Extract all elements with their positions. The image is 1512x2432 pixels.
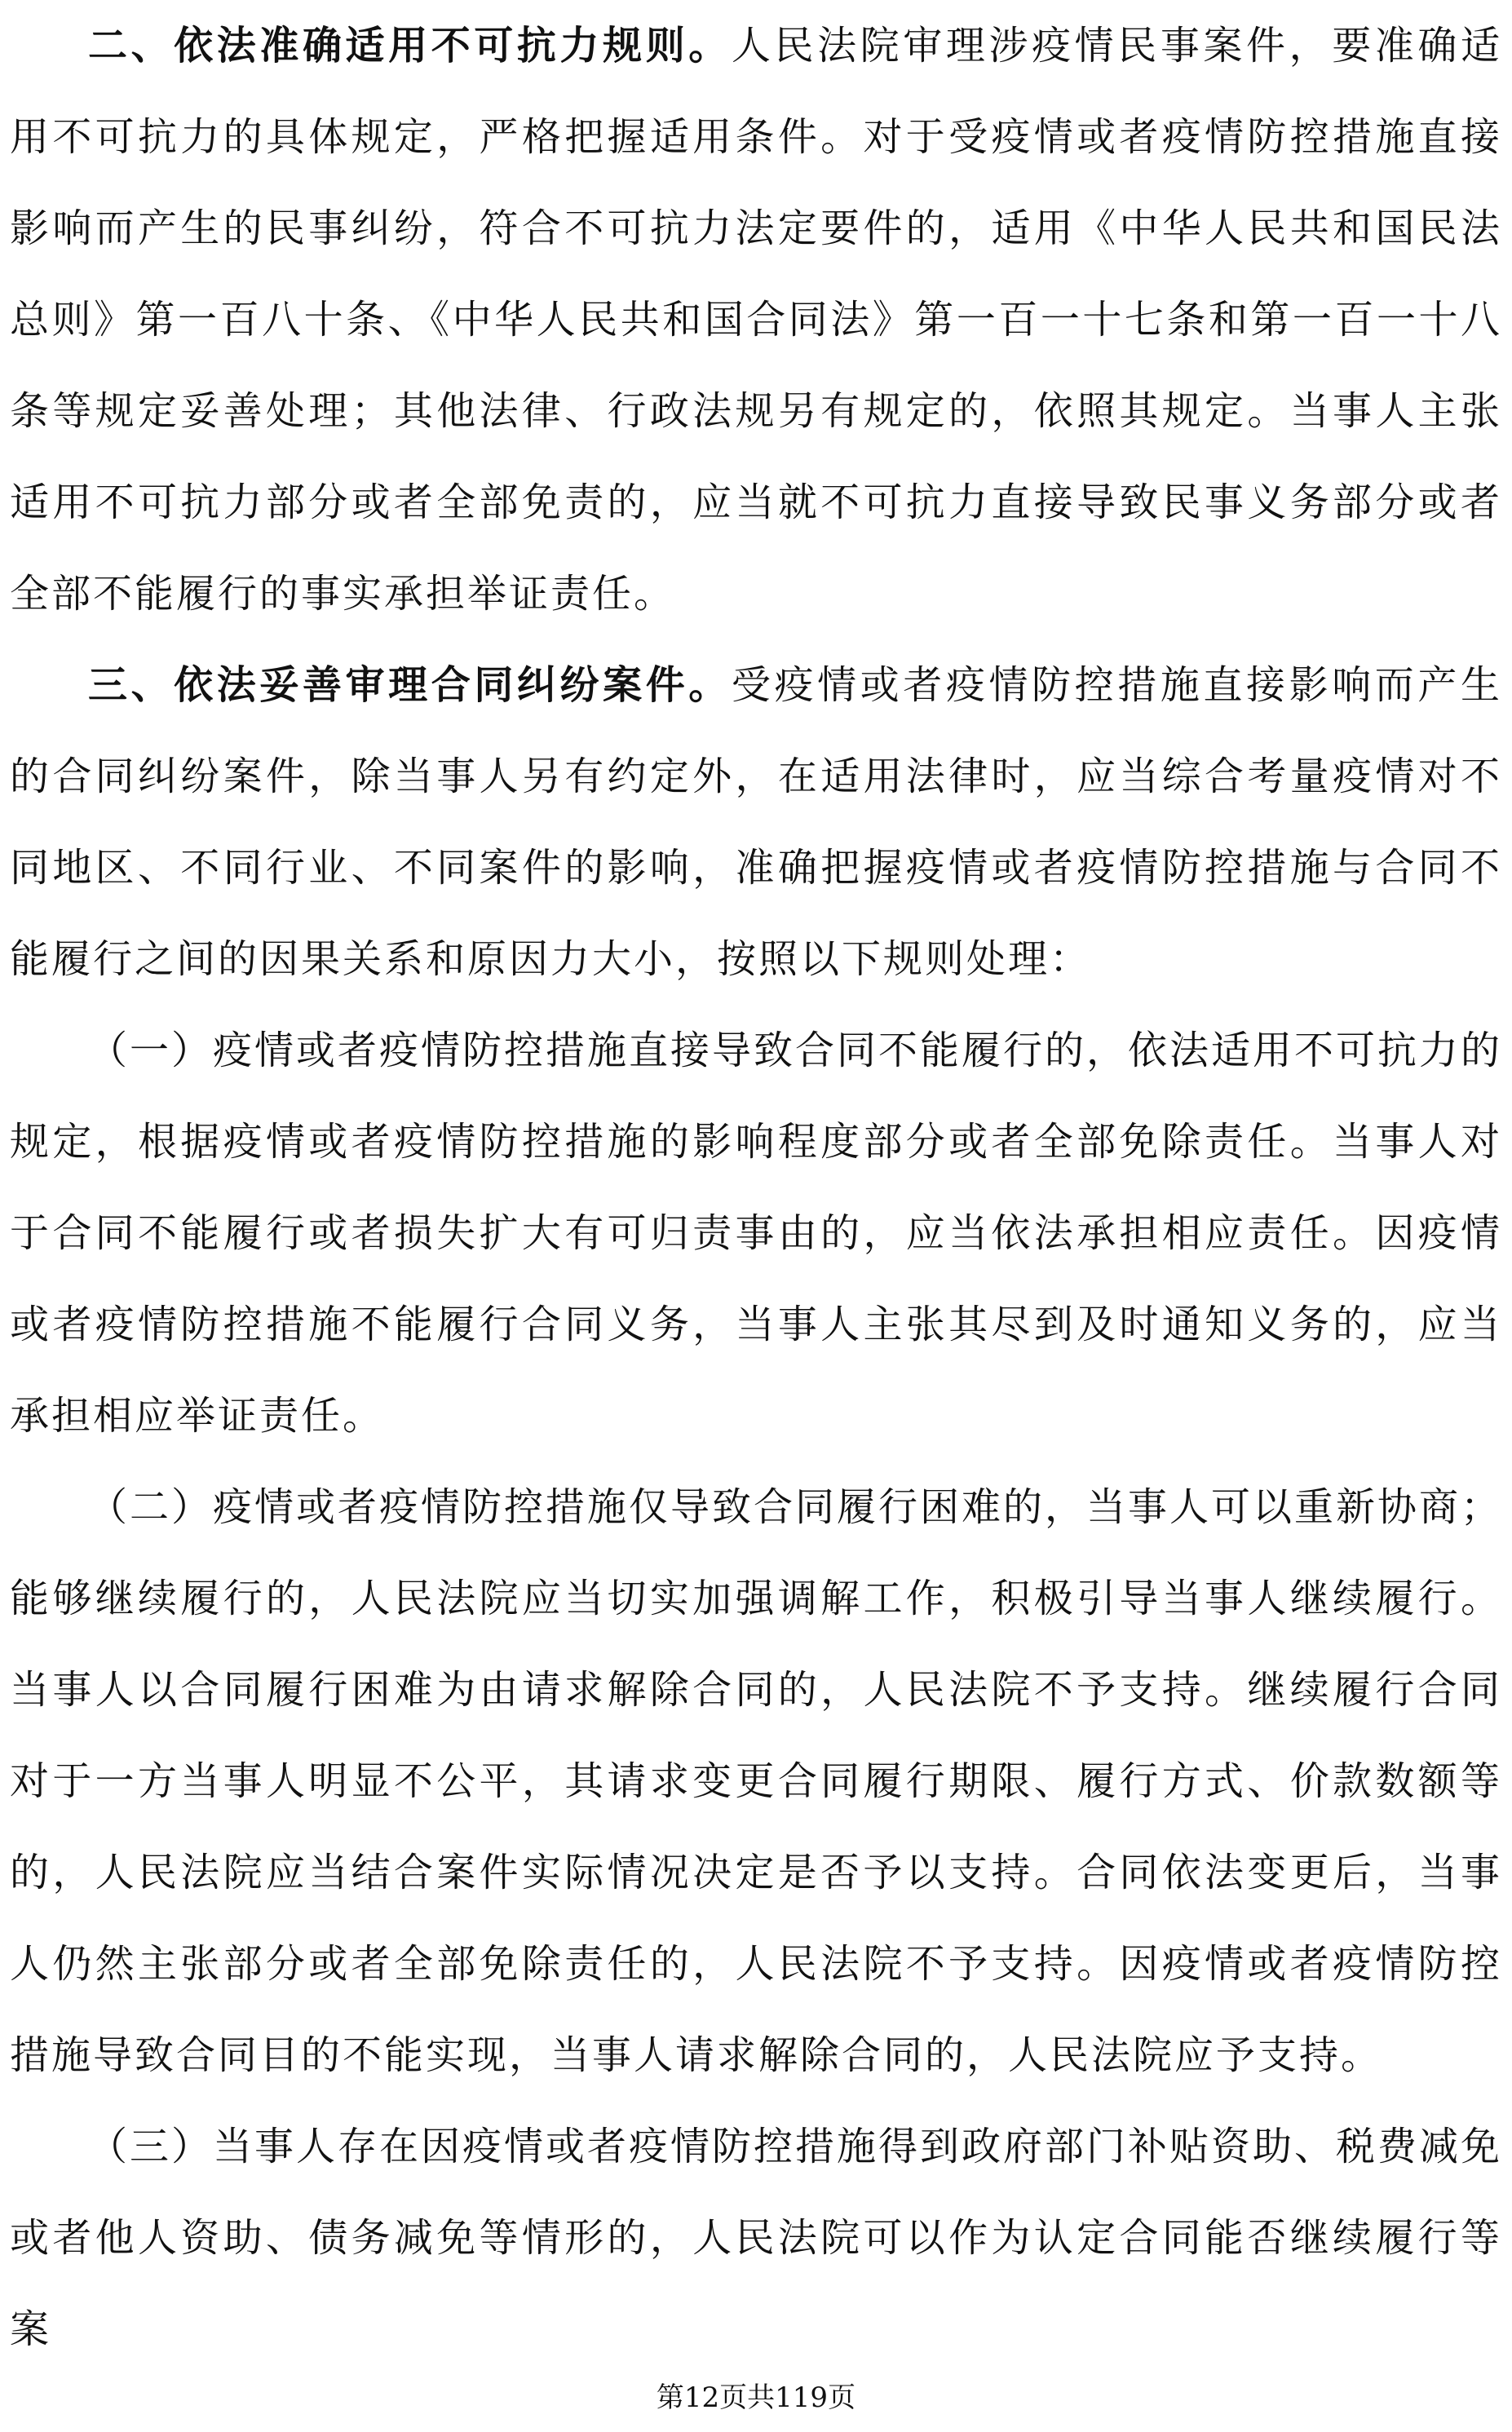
document-body bbox=[10, 0, 1502, 2375]
paragraph-3 bbox=[10, 1005, 1502, 1461]
page-footer bbox=[0, 2381, 1512, 2414]
page-number-label: 第12页共119页 bbox=[656, 2381, 856, 2414]
paragraph-5 bbox=[10, 2101, 1502, 2375]
section-heading-2: 二、依法准确适用不可抗力规则。 bbox=[88, 23, 732, 69]
paragraph-4 bbox=[10, 1461, 1502, 2101]
paragraph-text: （三）当事人存在因疫情或者疫情防控措施得到政府部门补贴资助、税费减免或者他人资助、债务减免等情形的，人民法院可以作为认定合同能否继续履行等案 bbox=[10, 2124, 1503, 2352]
paragraph-text: 受疫情或者疫情防控措施直接影响而产生的合同纠纷案件，除当事人另有约定外，在适用法律时，应当综合考量疫情对不同地区、不同行业、不同案件的影响，准确把握疫情或者疫情防控措施与合同不能履行之间的因果关系和原因力大小，按照以下规则处理： bbox=[10, 662, 1502, 982]
paragraph-1 bbox=[10, 0, 1502, 639]
paragraph-text: 人民法院审理涉疫情民事案件，要准确适用不可抗力的具体规定，严格把握适用条件。对于受疫情或者疫情防控措施直接影响而产生的民事纠纷，符合不可抗力法定要件的，适用《中华人民共和国民法总则》第一百八十条、《中华人民共和国合同法》第一百一十七条和第一百一十八条等规定妥善处理；其他法律、行政法规另有规定的，依照其规定。当事人主张适用不可抗力部分或者全部免责的，应当就不可抗力直接导致民事义务部分或者全部不能履行的事实承担举证责任。 bbox=[10, 23, 1502, 617]
paragraph-text: （二）疫情或者疫情防控措施仅导致合同履行困难的，当事人可以重新协商；能够继续履行的，人民法院应当切实加强调解工作，积极引导当事人继续履行。当事人以合同履行困难为由请求解除合同的，人民法院不予支持。继续履行合同对于一方当事人明显不公平，其请求变更合同履行期限、履行方式、价款数额等的，人民法院应当结合案件实际情况决定是否予以支持。合同依法变更后，当事人仍然主张部分或者全部免除责任的，人民法院不予支持。因疫情或者疫情防控措施导致合同目的不能实现，当事人请求解除合同的，人民法院应予支持。 bbox=[10, 1484, 1503, 2078]
section-heading-3: 三、依法妥善审理合同纠纷案件。 bbox=[88, 662, 732, 708]
paragraph-2 bbox=[10, 639, 1502, 1005]
paragraph-text: （一）疫情或者疫情防控措施直接导致合同不能履行的，依法适用不可抗力的规定，根据疫情或者疫情防控措施的影响程度部分或者全部免除责任。当事人对于合同不能履行或者损失扩大有可归责事由的，应当依法承担相应责任。因疫情或者疫情防控措施不能履行合同义务，当事人主张其尽到及时通知义务的，应当承担相应举证责任。 bbox=[10, 1028, 1503, 1439]
